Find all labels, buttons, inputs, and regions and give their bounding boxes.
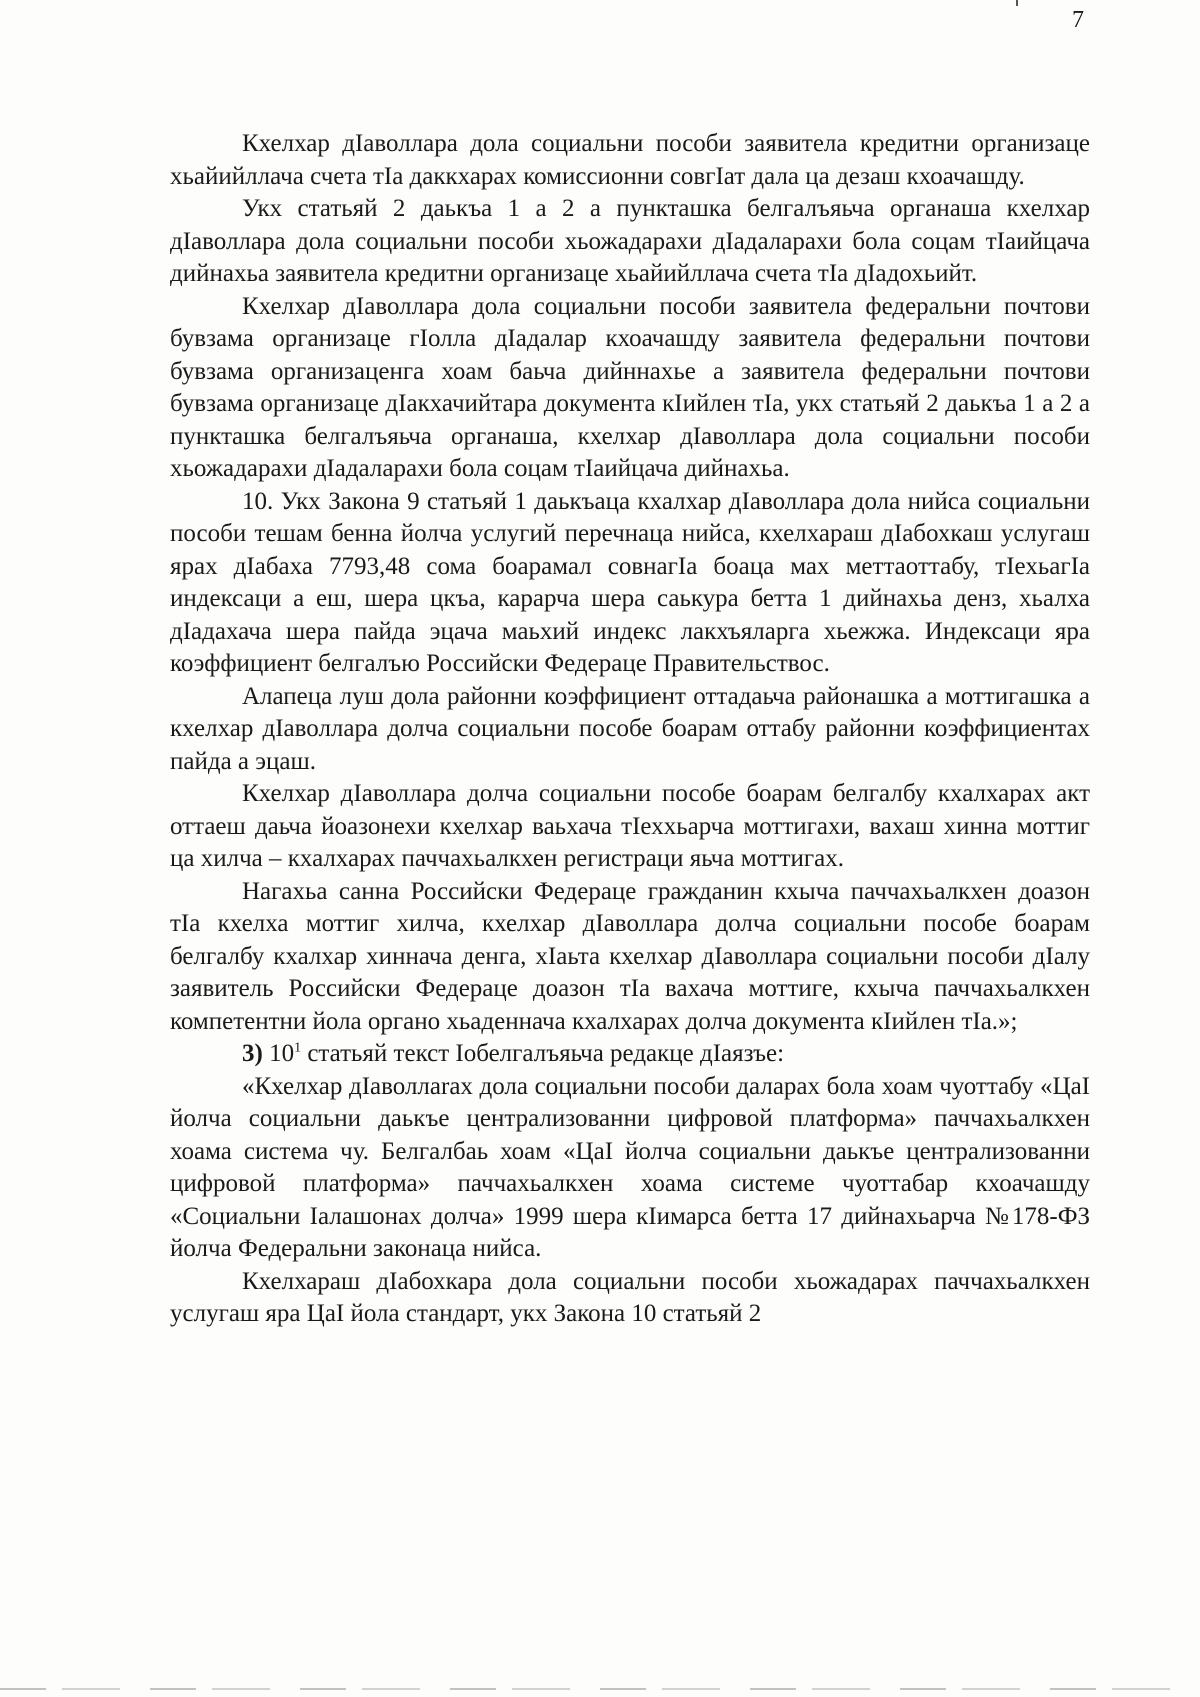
paragraph-2: Укх статьяй 2 даькъа 1 а 2 а пунктaшка белгалъяьча органаша кхелхар дIаволлара дола социальни пособи хьожадарахи дIадаларахи бола соцам тIаийцача дийнахьа заявителa кредитни организаце хьайийллача счета тIа дIадохьийт. [170,195,1090,287]
item-3-article-base: 10 [269,1040,295,1067]
paragraph-3: Кхелхар дIаволлара дола социальни пособи заявителa федеральни почтови бувзама организаце гIолла дIадалар кхоачашду заявителa федеральни почтови бувзама организаценга хоам баьча дийннахье а заявителa федеральни почтови бувзама организаце дIакхачийтара документа кIийлен тIа, укх статьяй 2 даькъа 1 а 2 а пунктaшка белгалъяьча органаша, кхелхар дIаволлара дола социальни пособи хьожадарахи дIадаларахи бола соцам тIаийцача дийнахьа. [170,292,1090,482]
paragraph-6: Кхелхар дIаволлара долча социальни пособе боарам белгалбу кхалхарах акт оттаеш даьча йоазонехи кхелхар ваьхача тIеххьарча моттигахи, вахаш хинна моттиг ца хилча – кхалхарах паччахьалкхен регистраци яьча моттигах. [170,780,1090,872]
item-3-article-sup: 1 [294,1040,302,1056]
paragraph-9: Кхелхараш дIабохкара дола социальни пособи хьожадарах паччахьалкхен услугаш яра ЦаI йола стандарт, укх Закона 10 статьяй 2 [170,1267,1090,1327]
scan-edge-line [0,1688,1200,1690]
scan-mark [1016,0,1018,6]
document-body [170,128,1090,1331]
paragraph-8: «Кхелхар дIаволлarах дола социальни пособи даларах бола хоам чуоттабу «ЦаI йолча социальни даькъе централизованни цифровой платформа» паччахьалкхен хоама система чу. Белгалбаь хоам «ЦаI йолча социальни даькъе централизованни цифровой платформа» паччахьалкхен хоама системе чуоттабар кхоачашду «Социальни Iалашонах долча» 1999 шера кIимарса бетта 17 дийнахьарча №178-ФЗ йолча Федеральни законаца нийса. [170,1072,1090,1262]
item-3-number: 3) [242,1040,263,1067]
item-3-text: статьяй текст Iобелгалъяьча редакце дIаязъе: [307,1040,785,1067]
page-number: 7 [1072,7,1084,33]
item-3-heading [170,1038,1090,1071]
paragraph-7: Нагахьа санна Российски Федераце гражданин кхыча паччахьалкхен доазон тIа кхелха моттиг хилча, кхелхар дIаволлара долча социальни пособе боарам белгалбу кхалхар хиннача денга, хIаьта кхелхар дIаволлара социальни пособи дIалу заявитель Российски Федераце доазон тIа вахача моттиге, кхыча паччахьалкхен компетентни йола органо хьаденнача кхалхарах долча документа кIийлен тIа.»; [170,877,1090,1035]
paragraph-1: Кхелхар дIаволлара дола социальни пособи заявителa кредитни организаце хьайийллача счета тIа даккхарах комиссионни совгIат дала ца дезаш кхоачашду. [170,130,1090,190]
item-3-article [269,1040,301,1067]
paragraph-4: 10. Укх Закона 9 статьяй 1 даькъаца кхалхар дIаволлара дола нийса социальни пособи тешам бенна йолча услугий перечнаца нийса, кхелхараш дIабохкаш услугаш ярах дIабаха 7793,48 сома боарамал совнагIа боаца мах меттаоттабу, тIехьагIа индексаци а еш, шера цкъа, карарча шера саькура бетта 1 дийнахьа денз, хьалха дIадахача шера пайда эцача маьхий индекс лакхъяларга хьежжа. Индексаци яра коэффициент белгалъю Российски Федераце Правительствос. [170,487,1090,677]
paragraph-5: Алапеца луш дола районни коэффициент оттадаьча районашка а моттигашка а кхелхар дIаволлара долча социальни пособе боарам оттабу районни коэффициентах пайда а эцаш. [170,682,1090,775]
